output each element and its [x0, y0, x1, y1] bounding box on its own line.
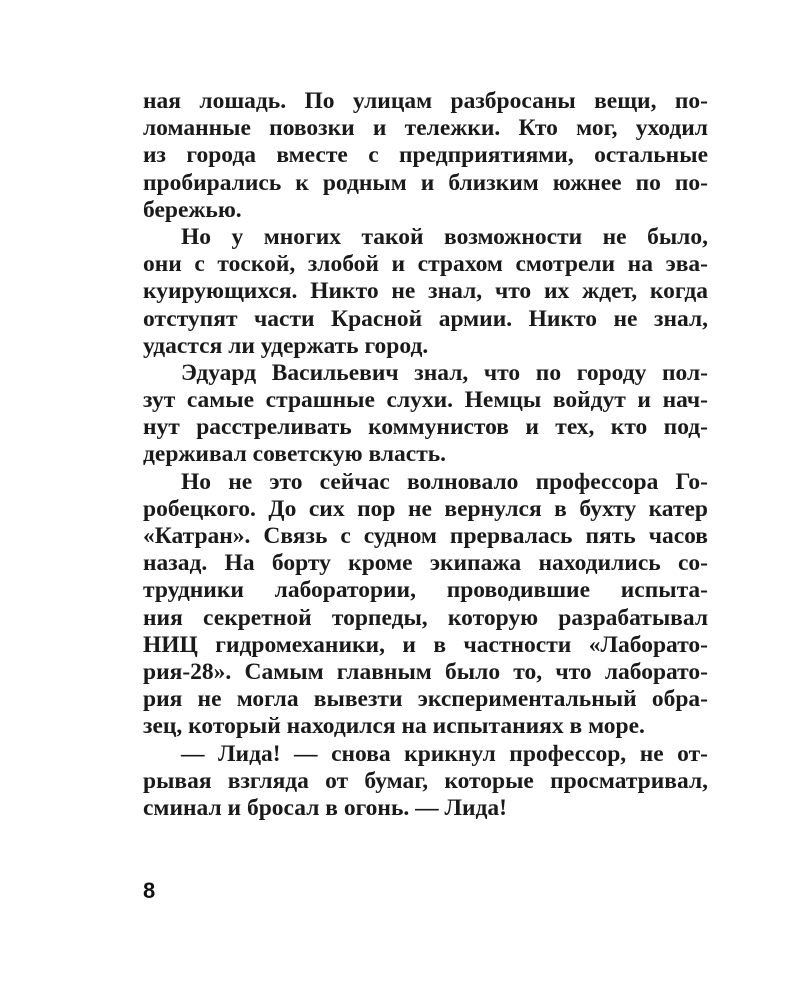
text-line: — Лида! — снова крикнул профессор, не от- — [181, 740, 708, 767]
text-line: назад. На борту кроме экипажа находились со- — [143, 550, 708, 577]
paragraph — [143, 360, 708, 469]
paragraph — [143, 469, 708, 741]
body-text — [143, 88, 708, 822]
text-line: из города вместе с предприятиями, остальные — [143, 142, 708, 169]
text-line: отступят части Красной армии. Никто не знал, — [143, 305, 708, 332]
text-line: трудники лаборатории, проводившие испыта- — [143, 577, 708, 604]
text-line: пробирались к родным и близким южнее по по- — [143, 169, 708, 196]
page-number: 8 — [143, 878, 156, 903]
text-line: зут самые страшные слухи. Немцы войдут и нач- — [143, 387, 708, 414]
text-line: «Катран». Связь с судном прервалась пять часов — [143, 523, 708, 549]
paragraph — [143, 224, 708, 360]
text-line: сминал и бросал в огонь. — Лида! — [143, 794, 508, 821]
text-line: куирующихся. Никто не знал, что их ждет, когда — [143, 278, 708, 305]
text-line: НИЦ гидромеханики, и в частности «Лаборато- — [143, 631, 708, 658]
text-line: рия не могла вывезти экспериментальный обра- — [143, 686, 708, 713]
paragraph — [143, 741, 708, 823]
text-line: рия-28». Самым главным было то, что лаборато- — [143, 658, 708, 685]
text-line: они с тоской, злобой и страхом смотрели на эва- — [143, 251, 708, 278]
paragraph — [143, 88, 708, 224]
text-line: ная лошадь. По улицам разбросаны вещи, по- — [143, 88, 708, 114]
text-line: Но у многих такой возможности не было, — [181, 223, 708, 250]
text-line: Но не это сейчас волновало профессора Го- — [181, 468, 708, 495]
text-line: нут расстреливать коммунистов и тех, кто под- — [143, 414, 708, 441]
text-line: рывая взгляда от бумаг, которые просматривал, — [143, 767, 708, 794]
text-line: бережью. — [143, 196, 242, 223]
text-line: ния секретной торпеды, которую разрабатывал — [143, 604, 708, 631]
text-line: зец, который находился на испытаниях в море. — [143, 713, 645, 740]
text-line: робецкого. До сих пор не вернулся в бухту катер — [143, 495, 708, 522]
text-line: держивал советскую власть. — [143, 441, 447, 468]
text-line: ломанные повозки и тележки. Кто мог, уходил — [143, 115, 708, 142]
text-line: Эдуард Васильевич знал, что по городу пол- — [181, 359, 708, 386]
text-line: удастся ли удержать город. — [143, 332, 429, 359]
